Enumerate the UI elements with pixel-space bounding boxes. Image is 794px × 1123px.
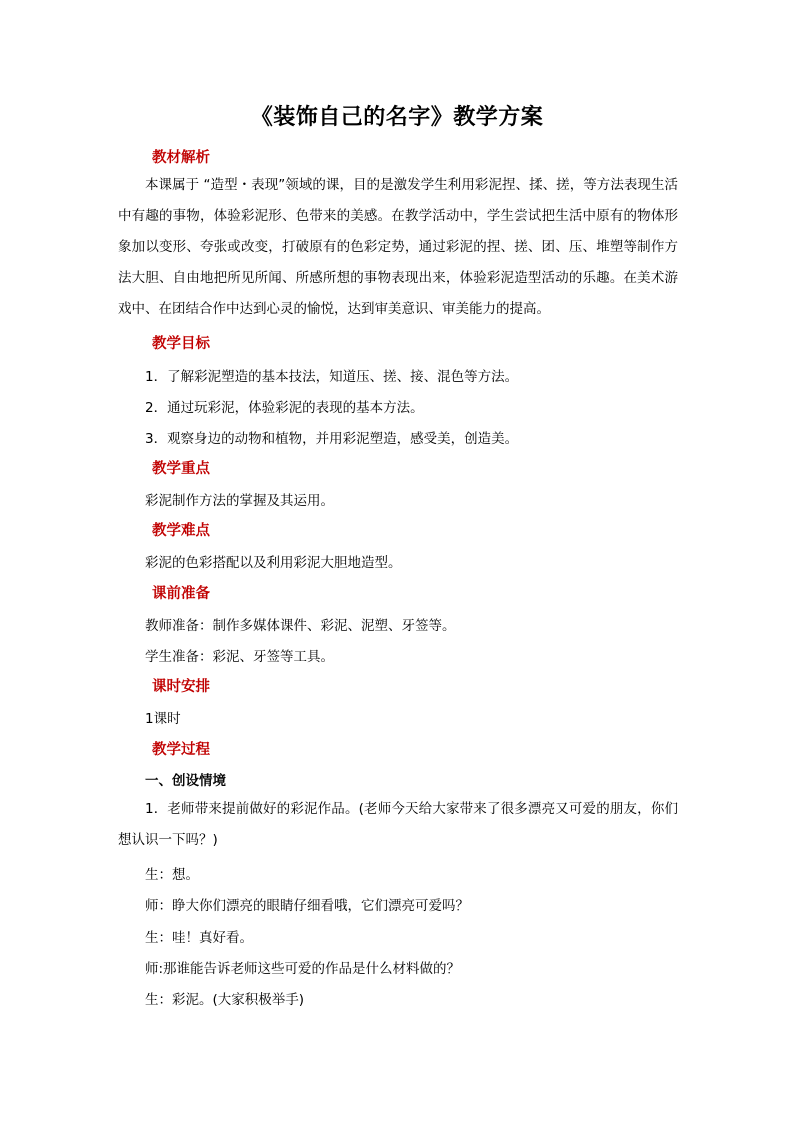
process-paragraph: 1．老师带来提前做好的彩泥作品。(老师今天给大家带来了很多漂亮又可爱的朋友，你们想认识一下吗？) <box>118 801 678 848</box>
schedule-text: 1课时 <box>145 711 181 727</box>
heading-key-points: 教学重点 <box>152 461 210 477</box>
analysis-paragraph: 本课属于 “造型・表现”领域的课，目的是激发学生利用彩泥捏、揉、搓，等方法表现生活中有趣的事物，体验彩泥形、色带来的美感。在教学活动中，学生尝试把生活中原有的物体形象加以变形、夸张或改变，打破原有的色彩定势，通过彩泥的捏、搓、团、压、堆塑等制作方法大胆、自由地把所见所闻、所感所想的事物表现出来，体验彩泥造型活动的乐趣。在美术游戏中、在团结合作中达到心灵的愉悦，达到审美意识、审美能力的提高。 <box>118 177 678 317</box>
student-preparation: 学生准备：彩泥、牙签等工具。 <box>145 649 334 665</box>
goal-item-2: 2．通过玩彩泥，体验彩泥的表现的基本方法。 <box>145 400 424 416</box>
heading-preparation: 课前准备 <box>152 586 210 602</box>
heading-difficulties: 教学难点 <box>152 523 210 539</box>
key-points-text: 彩泥制作方法的掌握及其运用。 <box>145 493 334 509</box>
goal-item-1: 1．了解彩泥塑造的基本技法，知道压、搓、接、混色等方法。 <box>145 369 519 385</box>
heading-process: 教学过程 <box>152 742 210 758</box>
dialogue-line: 生：想。 <box>145 867 199 883</box>
dialogue-line: 师:那谁能告诉老师这些可爱的作品是什么材料做的？ <box>145 961 461 977</box>
heading-goals: 教学目标 <box>152 336 210 352</box>
dialogue-line: 生：哇！真好看。 <box>145 930 253 946</box>
dialogue-line: 生：彩泥。(大家积极举手) <box>145 992 305 1008</box>
teacher-preparation: 教师准备：制作多媒体课件、彩泥、泥塑、牙签等。 <box>145 618 456 634</box>
document-title: 《装饰自己的名字》教学方案 <box>250 104 544 130</box>
heading-analysis: 教材解析 <box>152 150 210 166</box>
heading-schedule: 课时安排 <box>152 679 210 695</box>
goal-item-3: 3．观察身边的动物和植物，并用彩泥塑造，感受美，创造美。 <box>145 431 519 447</box>
process-subheading: 一、创设情境 <box>145 773 226 789</box>
difficulties-text: 彩泥的色彩搭配以及利用彩泥大胆地造型。 <box>145 555 402 571</box>
dialogue-line: 师：睁大你们漂亮的眼睛仔细看哦，它们漂亮可爱吗？ <box>145 898 469 914</box>
